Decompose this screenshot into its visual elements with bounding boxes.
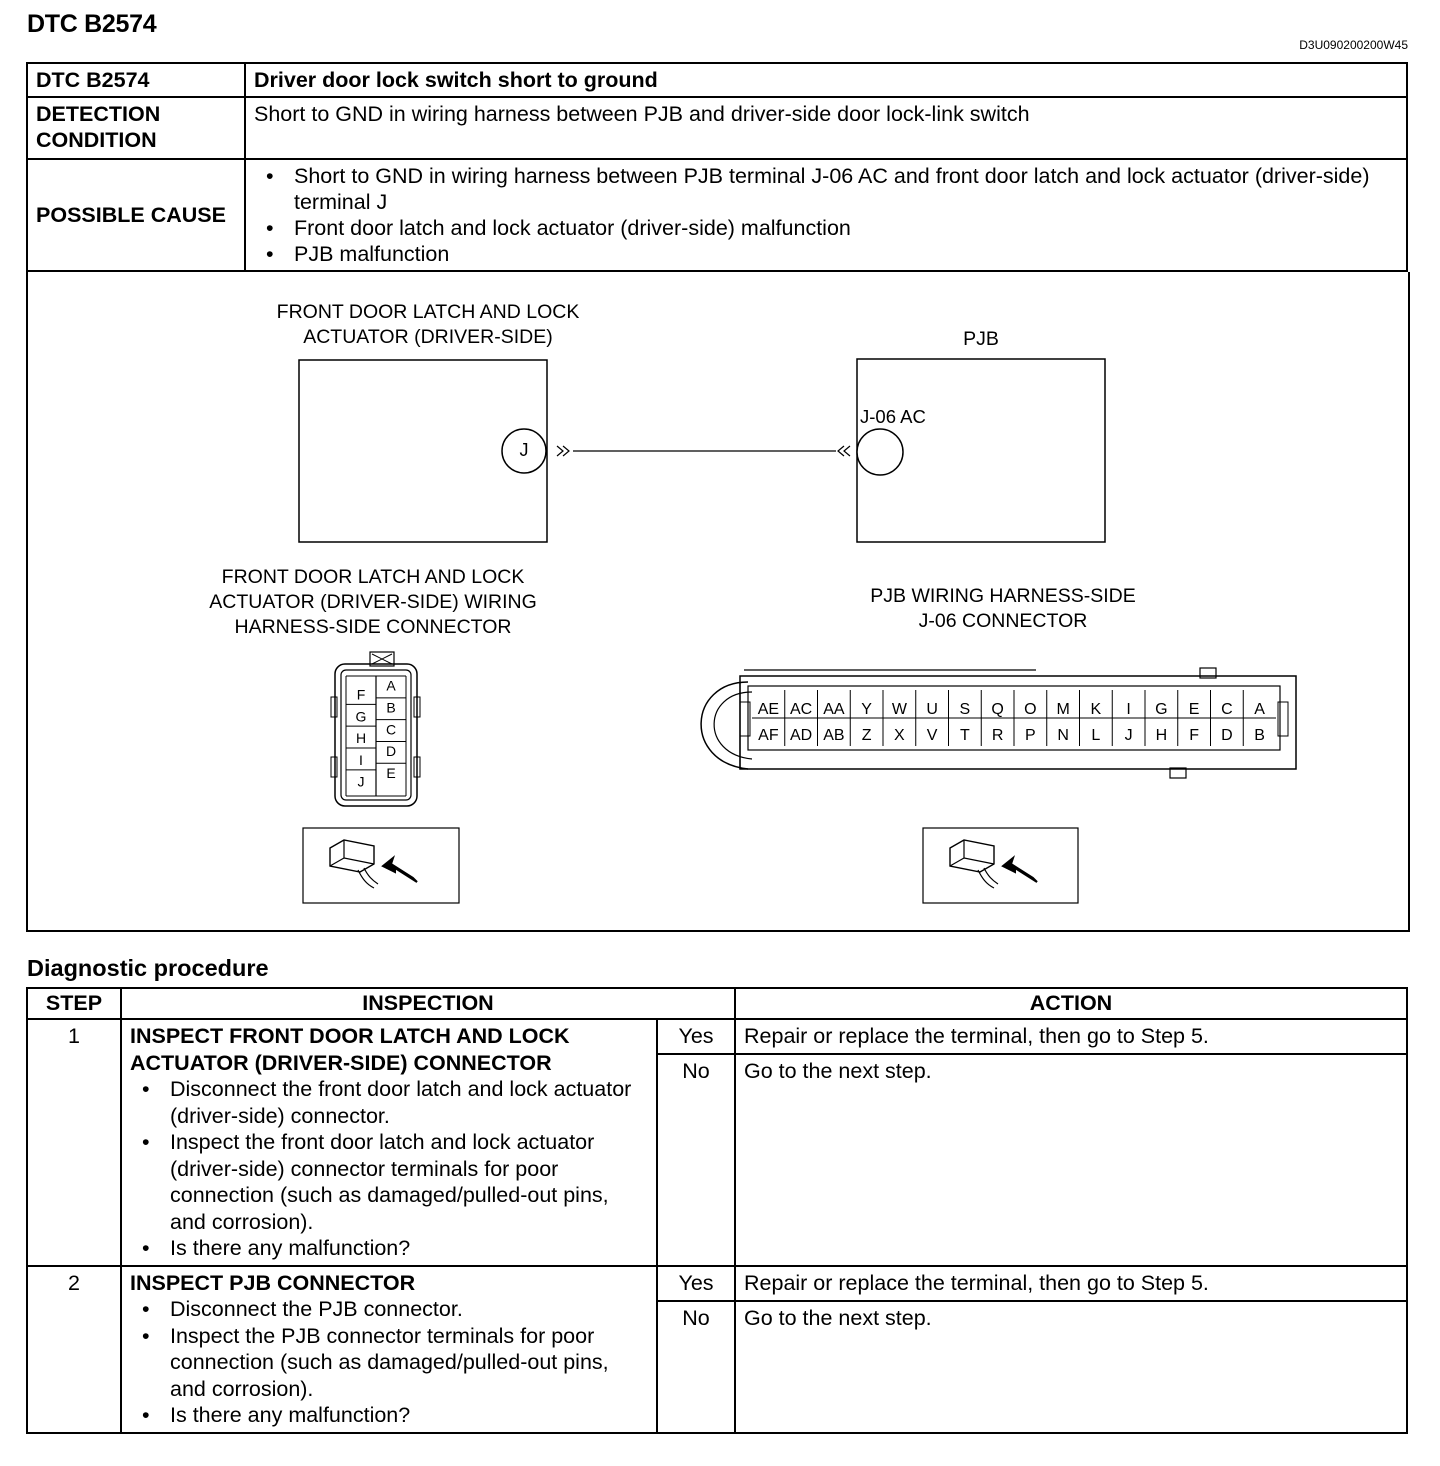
no-action: Go to the next step. (735, 1054, 1407, 1266)
pin-label: I (1126, 701, 1131, 718)
pin-label: A (386, 677, 396, 694)
yes-label: Yes (657, 1266, 735, 1301)
no-label: No (657, 1301, 735, 1433)
pin-label: J (1124, 727, 1133, 744)
yes-label: Yes (657, 1019, 735, 1054)
pin-label: G (355, 708, 367, 725)
pin-label: AD (790, 727, 813, 744)
step-number: 2 (27, 1266, 121, 1433)
pin-label: D (1221, 727, 1233, 744)
procedure-table (26, 987, 1408, 1434)
inspection-cell (121, 1266, 657, 1433)
list-item: • Inspect the front door latch and lock actuator (driver-side) connector terminals for poor connection (such as damaged/pulled-out pins, and corrosion). (170, 1129, 650, 1235)
pin-label: L (1091, 727, 1101, 744)
list-item: • Front door latch and lock actuator (driver-side) malfunction (294, 215, 1398, 241)
no-action: Go to the next step. (735, 1301, 1407, 1433)
pjb-harness-connector (701, 668, 1296, 778)
pin-label: P (1025, 727, 1036, 744)
col-step-header: STEP (27, 988, 121, 1019)
pin-label: AC (790, 701, 813, 718)
pin-label: J (357, 773, 365, 790)
inspection-title: INSPECT PJB CONNECTOR (130, 1270, 416, 1295)
pin-label: N (1057, 727, 1069, 744)
page-title: DTC B2574 (27, 10, 157, 38)
no-label: No (657, 1054, 735, 1266)
connector-mark-left (557, 446, 569, 456)
pin-label: D (385, 743, 397, 760)
list-item: • Short to GND in wiring harness between PJB terminal J-06 AC and front door latch and lock actuator (driver-side) terminal J (294, 163, 1398, 215)
table-row (27, 1019, 1407, 1054)
pin-label: E (1188, 701, 1200, 718)
pin-label: F (1189, 727, 1200, 744)
pjb-connector-pins (752, 690, 1276, 746)
actuator-label (208, 300, 648, 350)
dtc-info-table (26, 62, 1408, 272)
pin-label: Z (861, 727, 872, 744)
list-item: • Inspect the PJB connector terminals for poor connection (such as damaged/pulled-out pins, and corrosion). (170, 1323, 650, 1403)
wiring-diagram (26, 272, 1410, 932)
table-row (27, 1266, 1407, 1301)
step-number: 1 (27, 1019, 121, 1266)
list-item: • Is there any malfunction? (170, 1235, 650, 1262)
actuator-connector-label-line1: FRONT DOOR LATCH AND LOCK (221, 566, 525, 588)
actuator-label-line1: FRONT DOOR LATCH AND LOCK (276, 301, 580, 323)
connector-view-icon-right (923, 828, 1078, 903)
pin-label: O (1024, 701, 1037, 718)
col-inspection-header: INSPECTION (121, 988, 735, 1019)
pjb-connector-label-line2: J-06 CONNECTOR (918, 610, 1088, 632)
pjb-label: PJB (963, 328, 999, 350)
actuator-connector-label (148, 565, 598, 640)
possible-cause-list (245, 159, 1407, 271)
table-header-row (27, 988, 1407, 1019)
pin-label: H (355, 730, 367, 747)
detection-condition-value: Short to GND in wiring harness between PJB and driver-side door lock-link switch (245, 97, 1407, 159)
table-row (27, 97, 1407, 159)
pin-label: C (1221, 701, 1233, 718)
possible-cause-label: POSSIBLE CAUSE (27, 159, 245, 271)
pin-label: V (926, 727, 938, 744)
list-item: • Is there any malfunction? (170, 1402, 650, 1429)
inspection-title: INSPECT FRONT DOOR LATCH AND LOCK ACTUATOR (DRIVER-SIDE) CONNECTOR (130, 1024, 570, 1075)
terminal-j-label: J (519, 440, 529, 460)
pin-label: C (385, 721, 397, 738)
pin-label: R (991, 727, 1004, 744)
actuator-connector-label-line3: HARNESS-SIDE CONNECTOR (234, 616, 512, 638)
table-row (27, 159, 1407, 271)
yes-action: Repair or replace the terminal, then go to Step 5. (735, 1266, 1407, 1301)
pin-label: H (1155, 727, 1168, 744)
pin-label: W (891, 701, 907, 718)
pin-label: G (1155, 701, 1168, 718)
pin-label: S (959, 701, 971, 718)
table-row (27, 63, 1407, 97)
pin-label: X (894, 727, 905, 744)
pin-label: AB (823, 727, 845, 744)
pin-label: A (1254, 701, 1265, 718)
pin-label: K (1090, 701, 1102, 718)
pin-label: F (356, 686, 366, 703)
pjb-connector-label-line1: PJB WIRING HARNESS-SIDE (870, 585, 1136, 607)
yes-action: Repair or replace the terminal, then go to Step 5. (735, 1019, 1407, 1054)
pin-label: B (386, 699, 396, 716)
dtc-code-label: DTC B2574 (27, 63, 245, 97)
pin-label: Q (991, 701, 1004, 718)
pin-label: U (926, 701, 938, 718)
inspection-cell (121, 1019, 657, 1266)
pin-label: E (386, 765, 396, 781)
list-item: • Disconnect the PJB connector. (170, 1296, 650, 1323)
list-item: • PJB malfunction (294, 241, 1398, 267)
procedure-heading: Diagnostic procedure (27, 955, 269, 981)
pin-label: AE (757, 701, 780, 718)
connector-mark-right (838, 446, 850, 456)
pin-label: Y (861, 701, 872, 718)
pjb-connector-label (803, 584, 1203, 634)
list-item: • Disconnect the front door latch and lock actuator (driver-side) connector. (170, 1076, 650, 1129)
terminal-j06ac-circle (857, 429, 903, 475)
dtc-description: Driver door lock switch short to ground (245, 63, 1407, 97)
detection-condition-label: DETECTION CONDITION (27, 97, 245, 159)
pin-label: AF (758, 727, 779, 744)
col-action-header: ACTION (735, 988, 1407, 1019)
connector-view-icon-left (303, 828, 459, 903)
actuator-harness-connector (331, 652, 420, 806)
pin-label: I (359, 751, 363, 768)
pin-label: AA (823, 701, 845, 718)
terminal-j06ac-label: J-06 AC (860, 406, 926, 427)
document-id: D3U090200200W45 (1299, 38, 1408, 52)
actuator-label-line2: ACTUATOR (DRIVER-SIDE) (303, 326, 553, 348)
pin-label: M (1056, 701, 1070, 718)
actuator-connector-label-line2: ACTUATOR (DRIVER-SIDE) WIRING (209, 591, 537, 613)
pin-label: B (1254, 727, 1265, 744)
pin-label: T (959, 727, 970, 744)
